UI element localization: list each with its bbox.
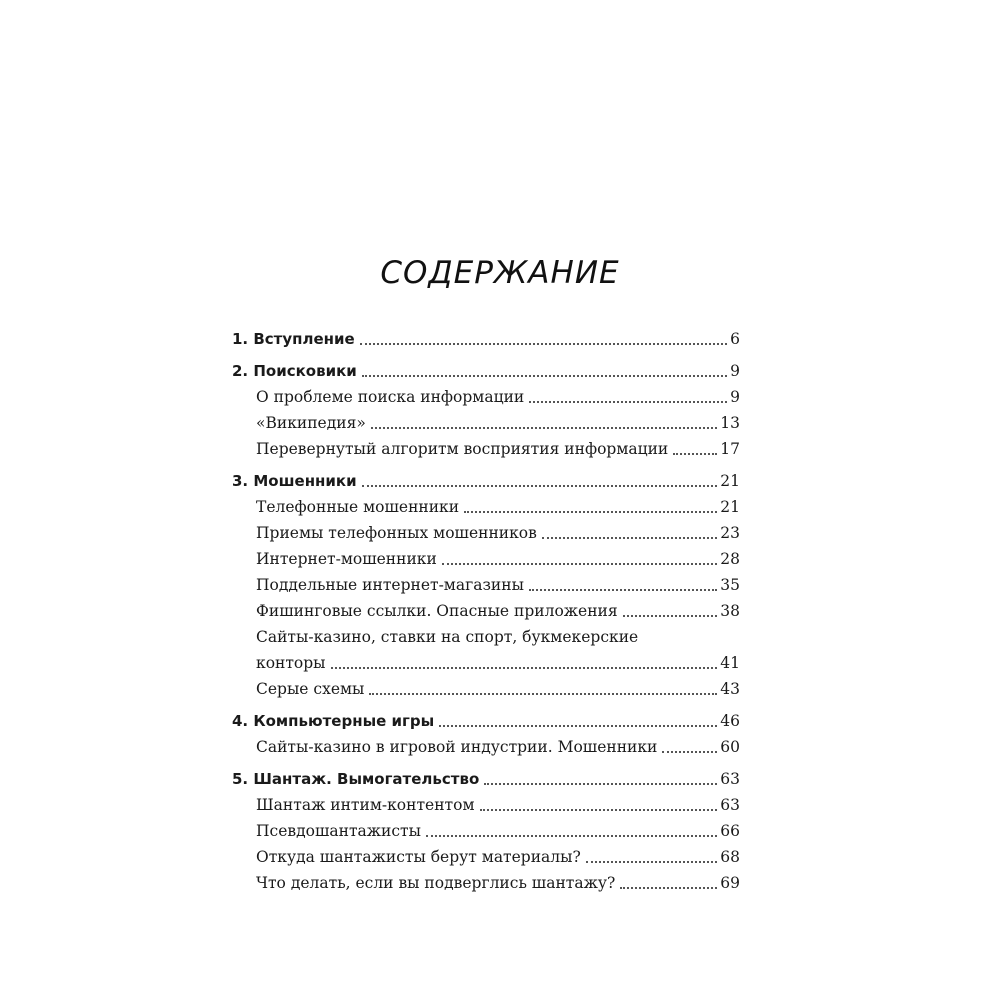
toc-section-title: О проблеме поиска информации — [256, 388, 525, 406]
dot-leader — [484, 783, 717, 785]
toc-chapter-title: 3. Мошенники — [232, 472, 357, 490]
toc-section[interactable] — [232, 624, 740, 676]
dot-leader — [426, 835, 717, 837]
toc-section-title: Приемы телефонных мошенников — [256, 524, 537, 542]
dot-leader — [529, 401, 727, 403]
toc-chapter-title: 4. Компьютерные игры — [232, 712, 435, 730]
toc-section-title: Интернет-мошенники — [256, 550, 437, 568]
dot-leader — [662, 751, 717, 753]
toc-page-number: 6 — [730, 330, 740, 348]
toc-section[interactable] — [232, 734, 740, 760]
toc-page-number: 21 — [720, 498, 740, 516]
toc-chapter-title: 1. Вступление — [232, 330, 355, 348]
toc-page-number: 43 — [720, 680, 740, 698]
dot-leader — [442, 563, 717, 565]
toc-page-number: 35 — [720, 576, 740, 594]
toc-page-number: 23 — [720, 524, 740, 542]
table-of-contents — [232, 326, 740, 896]
dot-leader — [480, 809, 718, 811]
toc-chapter-1[interactable] — [232, 326, 740, 352]
toc-page-number: 41 — [720, 654, 740, 672]
toc-page-number: 66 — [720, 822, 740, 840]
dot-leader — [362, 375, 727, 377]
toc-chapter-3[interactable] — [232, 468, 740, 494]
dot-leader — [331, 667, 718, 669]
dot-leader — [586, 861, 717, 863]
toc-section-title: Шантаж интим-контентом — [256, 796, 475, 814]
toc-section[interactable] — [232, 546, 740, 572]
toc-chapter-2[interactable] — [232, 358, 740, 384]
dot-leader — [369, 693, 717, 695]
toc-section[interactable] — [232, 598, 740, 624]
toc-page-number: 13 — [720, 414, 740, 432]
toc-section[interactable] — [232, 436, 740, 462]
toc-page-number: 28 — [720, 550, 740, 568]
dot-leader — [362, 485, 718, 487]
toc-section-title: «Википедия» — [256, 414, 366, 432]
toc-section-title-line1: Сайты-казино, ставки на спорт, букмекерские — [256, 628, 639, 646]
toc-page-number: 38 — [720, 602, 740, 620]
toc-section-title: Телефонные мошенники — [256, 498, 460, 516]
toc-page-number: 46 — [720, 712, 740, 730]
toc-section[interactable] — [232, 572, 740, 598]
toc-section[interactable] — [232, 384, 740, 410]
dot-leader — [673, 453, 717, 455]
toc-section-title-line2: конторы — [256, 654, 326, 672]
dot-leader — [620, 887, 717, 889]
toc-section[interactable] — [232, 410, 740, 436]
toc-section-title: Серые схемы — [256, 680, 365, 698]
toc-section[interactable] — [232, 844, 740, 870]
dot-leader — [542, 537, 717, 539]
toc-chapter-title: 2. Поисковики — [232, 362, 357, 380]
toc-page-number: 9 — [730, 362, 740, 380]
toc-section[interactable] — [232, 494, 740, 520]
page-title: СОДЕРЖАНИЕ — [380, 255, 620, 291]
toc-section[interactable] — [232, 676, 740, 702]
dot-leader — [371, 427, 717, 429]
dot-leader — [464, 511, 717, 513]
toc-page-number: 60 — [720, 738, 740, 756]
toc-section[interactable] — [232, 792, 740, 818]
toc-section-title: Сайты-казино в игровой индустрии. Мошенники — [256, 738, 658, 756]
toc-section[interactable] — [232, 520, 740, 546]
toc-page-number: 21 — [720, 472, 740, 490]
toc-page-number: 68 — [720, 848, 740, 866]
dot-leader — [529, 589, 717, 591]
toc-section-title: Откуда шантажисты берут материалы? — [256, 848, 581, 866]
dot-leader — [439, 725, 717, 727]
toc-section-title: Что делать, если вы подверглись шантажу? — [256, 874, 616, 892]
toc-section[interactable] — [232, 818, 740, 844]
toc-chapter-5[interactable] — [232, 766, 740, 792]
dot-leader — [360, 343, 727, 345]
toc-section[interactable] — [232, 870, 740, 896]
toc-page-number: 63 — [720, 770, 740, 788]
toc-section-title: Псевдошантажисты — [256, 822, 421, 840]
toc-page-number: 63 — [720, 796, 740, 814]
toc-page-number: 9 — [730, 388, 740, 406]
toc-page-number: 69 — [720, 874, 740, 892]
toc-section-title: Фишинговые ссылки. Опасные приложения — [256, 602, 618, 620]
toc-page-number: 17 — [720, 440, 740, 458]
toc-chapter-4[interactable] — [232, 708, 740, 734]
dot-leader — [623, 615, 718, 617]
toc-chapter-title: 5. Шантаж. Вымогательство — [232, 770, 480, 788]
toc-section-title: Поддельные интернет-магазины — [256, 576, 524, 594]
toc-section-title: Перевернутый алгоритм восприятия информации — [256, 440, 669, 458]
